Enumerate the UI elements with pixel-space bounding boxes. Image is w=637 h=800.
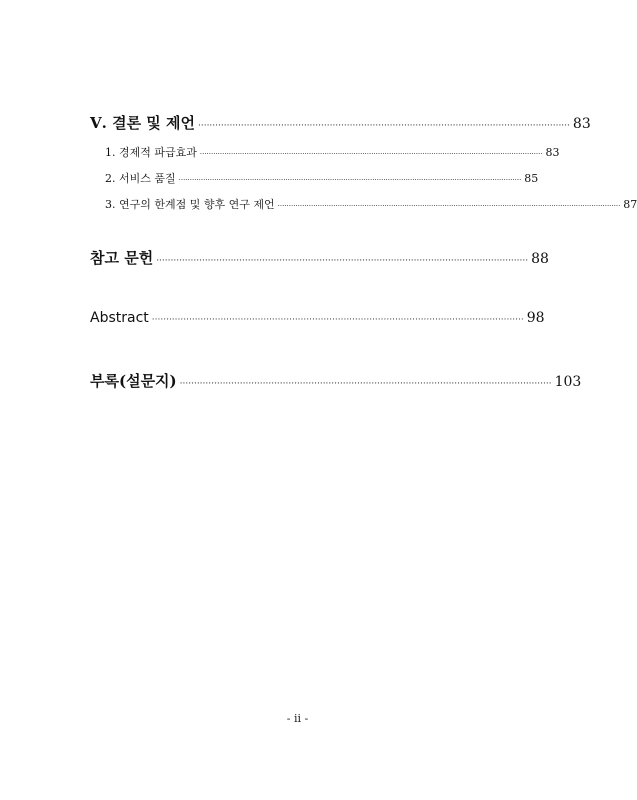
- toc-entry-page: 87: [623, 198, 637, 211]
- toc-leader-dots: ··························································································································································: [199, 150, 543, 158]
- toc-entry-label: 부록(설문지): [90, 372, 177, 390]
- toc-entry-label: 2. 서비스 품질: [105, 172, 176, 185]
- toc-entry-abstract[interactable]: [90, 310, 545, 326]
- toc-entry-references[interactable]: [90, 247, 549, 268]
- toc-entry-appendix[interactable]: [90, 370, 582, 391]
- toc-entry-label: 참고 문헌: [90, 249, 154, 267]
- toc-entry-page: 83: [572, 116, 591, 132]
- toc-entry-label: Ⅴ. 결론 및 제언: [90, 114, 195, 132]
- toc-entry-page: 88: [531, 251, 549, 267]
- toc-entry-section-2[interactable]: [90, 170, 539, 186]
- toc-leader-dots: ··································································································································: [156, 256, 529, 266]
- page-number: - ii -: [286, 712, 309, 725]
- toc-entry-label: 3. 연구의 한계점 및 향후 연구 제언: [105, 198, 275, 211]
- toc-entry-section-1[interactable]: [90, 144, 560, 160]
- toc-entry-page: 85: [524, 172, 539, 185]
- toc-leader-dots: ··························································································································································: [178, 176, 522, 184]
- toc-entry-chapter5[interactable]: [90, 112, 591, 133]
- toc-entry-page: 83: [545, 146, 560, 159]
- toc-entry-page: 103: [554, 374, 582, 390]
- toc-entry-label: 1. 경제적 파급효과: [105, 146, 197, 159]
- toc-leader-dots: ··························································································································································: [277, 202, 621, 210]
- toc-leader-dots: ··································································································································: [197, 121, 570, 131]
- toc-entry-label: Abstract: [90, 310, 149, 326]
- toc-leader-dots: ··································································································································: [179, 379, 552, 389]
- toc-entry-section-3[interactable]: [90, 196, 637, 212]
- toc-leader-dots: ··································································································································: [151, 315, 524, 325]
- toc-entry-page: 98: [526, 310, 545, 326]
